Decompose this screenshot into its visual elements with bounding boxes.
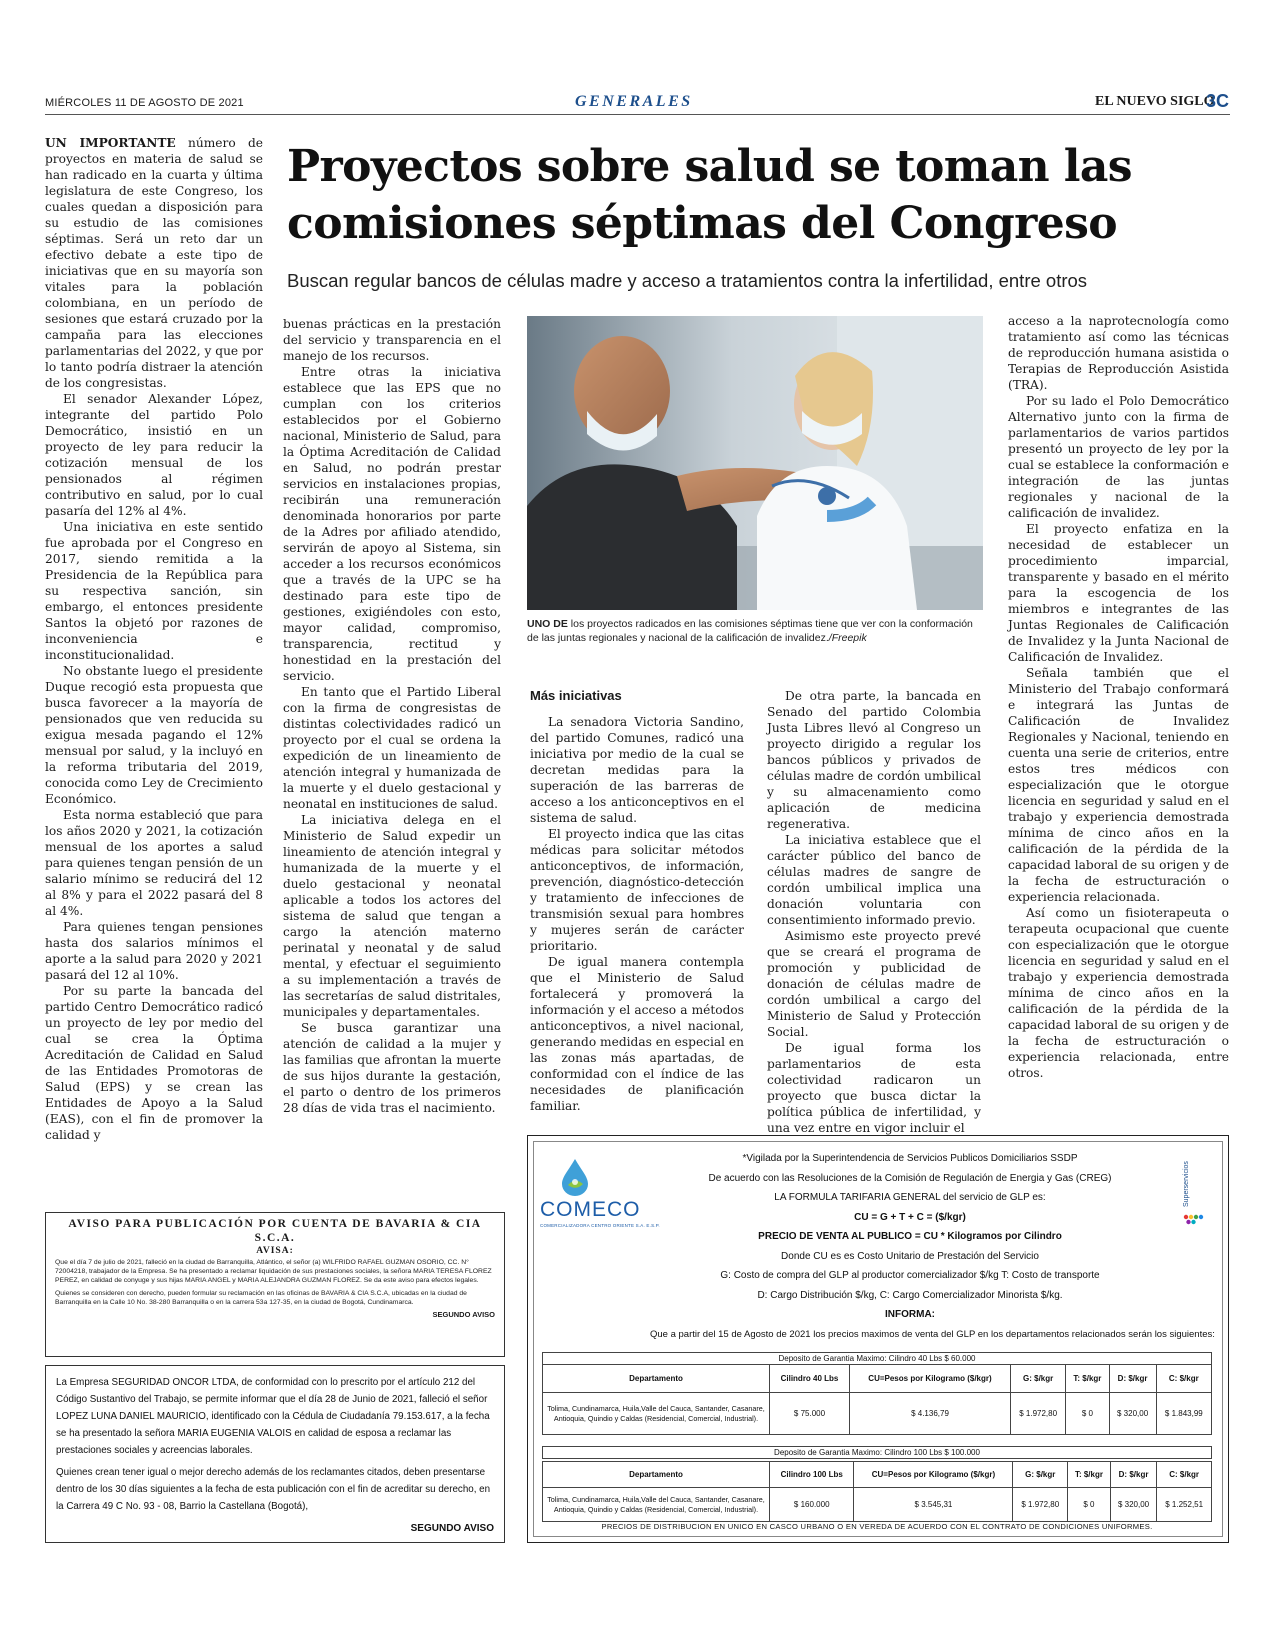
comeco-line: LA FORMULA TARIFARIA GENERAL del servicio de GLP es:	[774, 1192, 1046, 1203]
article-paragraph: El proyecto indica que las citas médicas para solicitar métodos anticonceptivos, de información, prevención, diagnóstico-detección y tratamiento de infecciones de transmisión sexual para hombres y mujeres serán de carácter prioritario.	[530, 827, 744, 953]
tariff-table-100lbs-body	[542, 1461, 1212, 1522]
section-subheading: Más iniciativas	[530, 688, 622, 703]
table-cell: $ 0	[1066, 1393, 1109, 1435]
article-paragraph: En tanto que el Partido Liberal con la firma de congresistas de distintas colectividades radicó un proyecto por el cual se ordena la expedición de un lineamiento de atención integral y humanizada de la muerte y el duelo gestacional y neonatal en instituciones de salud.	[283, 685, 501, 811]
article-paragraph: Esta norma estableció que para los años 2020 y 2021, la cotización mensual de los aportes a salud para quienes tengan pensión de un salario mínimo se reducirá del 12 al 8% y para el 2022 pasará del 8 al 4%.	[45, 808, 263, 918]
comeco-line: Donde CU es es Costo Unitario de Prestación del Servicio	[781, 1250, 1039, 1262]
table-header: C: $/kgr	[1157, 1462, 1212, 1488]
table-header: G: $/kgr	[1010, 1365, 1065, 1393]
notice-paragraph: Quienes se consideren con derecho, pueden formular su reclamación en las oficinas de BAVARIA & CIA S.C.A, ubicadas en la ciudad de Barranquilla en la Calle 10 No. 38-280 Barranquilla o en la carrera 53a 127-35, en la ciudad de Bogotá, Cundinamarca.	[55, 1289, 467, 1306]
article-column-2	[283, 316, 501, 1116]
bavaria-notice-title: AVISO PARA PUBLICACIÓN POR CUENTA DE BAVARIA & CIA S.C.A.	[68, 1218, 482, 1244]
paragraph-text: número de proyectos en materia de salud se han radicado en la cuarta y última legislatura de este Congreso, los cuales quedan a disposición para su estudio de las comisiones séptimas. Será un reto dar un efectivo debate a este tipo de iniciativas que en su mayoría son vitales para la población colombiana, en un período de sesiones que estará cruzado por la campaña para las elecciones parlamentarias del 2022, y que por lo tanto podría distraer la atención de los congresistas.	[45, 136, 263, 390]
article-subheadline: Buscan regular bancos de células madre y acceso a tratamientos contra la infertilidad, entre otros	[287, 270, 1088, 291]
comeco-line: *Vigilada por la Superintendencia de Servicios Publicos Domiciliarios SSDP	[742, 1153, 1078, 1164]
comeco-logo-tagline: COMERCIALIZADORA CENTRO ORIENTE S.A. E.S.P.	[540, 1223, 660, 1228]
table-cell: $ 320,00	[1110, 1488, 1157, 1522]
table-cell: $ 4.136,79	[850, 1393, 1011, 1435]
comeco-footer: PRECIOS DE DISTRIBUCION EN UNICO EN CASCO URBANO O EN VEREDA DE ACUERDO CON EL CONTRATO DE CONDICIONES UNIFORMES.	[601, 1522, 1153, 1531]
article-paragraph: Para quienes tengan pensiones hasta dos salarios mínimos el aporte a la salud para 2020 y 2021 pasará del 12 al 10%.	[45, 920, 263, 982]
table-header: CU=Pesos por Kilogramo ($/kgr)	[850, 1365, 1011, 1393]
article-paragraph: Asimismo este proyecto prevé que se creará el programa de promoción y publicidad de donación de células madre de cordón umbilical a cargo del Ministerio de Salud y Protección Social.	[767, 929, 981, 1039]
comeco-line: Que a partir del 15 de Agosto de 2021 los precios maximos de venta del GLP en los departamentos relacionados serán los siguientes:	[650, 1328, 1215, 1340]
table-cell: Tolima, Cundinamarca, Huila,Valle del Cauca, Santander, Casanare, Antioquia, Quindio y Caldas (Residencial, Comercial, Industrial).	[543, 1488, 770, 1522]
comeco-formula: CU = G + T + C = ($/kgr)	[854, 1211, 966, 1223]
caption-credit: /Freepik	[828, 632, 867, 644]
table-cell: $ 1.972,80	[1010, 1393, 1065, 1435]
article-paragraph: De igual forma los parlamentarios de esta colectividad radicaron un proyecto que busca dictar la política pública de infertilidad, y una vez entre en vigor incluir el	[767, 1041, 981, 1135]
table-cell: Tolima, Cundinamarca, Huila,Valle del Cauca, Santander, Casanare, Antioquia, Quindio y Caldas (Residencial, Comercial, Industrial).	[543, 1393, 770, 1435]
article-paragraph: Una iniciativa en este sentido fue aprobada por el Congreso en 2017, siendo remitida a la Presidencia de la República para su respectiva sanción, sin embargo, el entonces presidente Santos la objetó por razones de inconveniencia e inconstitucionalidad.	[45, 520, 263, 662]
superservicios-label: Superservicios	[1183, 1161, 1190, 1207]
table-header: CU=Pesos por Kilogramo ($/kgr)	[854, 1462, 1013, 1488]
doctor-patient-illustration	[527, 316, 983, 610]
table-header: T: $/kgr	[1066, 1365, 1109, 1393]
tariff-table-100lbs	[542, 1446, 1212, 1459]
caption-lead: UNO DE	[527, 618, 568, 630]
article-paragraph: La iniciativa delega en el Ministerio de Salud expedir un lineamiento de atención integral y humanizada de la muerte y el duelo gestacional y neonatal aplicable a todos los actores del sistema de salud que tengan a cargo la atención materno perinatal y neonatal y de salud mental, y efectuar el seguimiento a su implementación a través de las secretarías de salud distritales, municipales y departamentales.	[283, 813, 501, 1019]
table-header: Cilindro 100 Lbs	[770, 1462, 854, 1488]
notice-paragraph: Quienes crean tener igual o mejor derecho además de los reclamantes citados, deben presentarse dentro de los 30 días siguientes a la fecha de esta publicación con el fin de acreditar su derecho, en la Carrera 49 C No. 93 - 08, Barrio la Castellana (Bogotá),	[56, 1467, 491, 1512]
table-header: Cilindro 40 Lbs	[770, 1365, 850, 1393]
photo-caption	[527, 617, 983, 645]
lead-caps: UN IMPORTANTE	[45, 136, 176, 150]
comeco-line: G: Costo de compra del GLP al productor comercializador $/kg T: Costo de transporte	[720, 1270, 1100, 1281]
article-paragraph: Se busca garantizar una atención de calidad a la mujer y las familias que afrontan la muerte de sus hijos durante la gestación, el parto o dentro de los primeros 28 días de vida tras el nacimiento.	[283, 1021, 501, 1115]
bavaria-notice-body	[55, 1258, 495, 1307]
table-cell: $ 1.843,99	[1156, 1393, 1211, 1435]
table-cell: $ 75.000	[770, 1393, 850, 1435]
article-photo	[527, 316, 983, 610]
bavaria-notice-subtitle: AVISA:	[256, 1246, 294, 1256]
article-paragraph: Señala también que el Ministerio del Trabajo conformará e integrará las Juntas de Calificación de Invalidez Regionales y Nacional, teniendo en cuenta una serie de criterios, entre estos tres médicos con especialización que le otorgue licencia en seguridad y salud en el trabajo y experiencia demostrada mínima de cinco años en la calificación de la pérdida de la capacidad laboral de su origen y de la fecha de estructuración o experiencia relacionada.	[1008, 666, 1229, 904]
comeco-line: D: Cargo Distribución $/kg, C: Cargo Comercializador Minorista $/kg.	[757, 1289, 1063, 1301]
table-header: Departamento	[543, 1365, 770, 1393]
table-header: T: $/kgr	[1068, 1462, 1111, 1488]
table-cell: $ 320,00	[1109, 1393, 1156, 1435]
comeco-logo: COMECO	[540, 1198, 641, 1221]
header-divider	[45, 114, 1230, 115]
article-column-1	[45, 135, 263, 1143]
bavaria-notice-sign: SEGUNDO AVISO	[432, 1310, 495, 1320]
superservicios-logo	[1180, 1151, 1212, 1226]
comeco-drop-icon	[558, 1157, 592, 1197]
tariff-table-40lbs	[542, 1352, 1212, 1435]
bavaria-notice	[45, 1212, 505, 1357]
comeco-line: PRECIO DE VENTA AL PUBLICO = CU * Kilogramos por Cilindro	[758, 1231, 1062, 1242]
superservicios-icon	[1180, 1151, 1212, 1226]
article-paragraph: acceso a la naprotecnología como tratamiento así como las técnicas de reproducción humana asistida o Terapias de Reproducción Asistida (TRA).	[1008, 314, 1229, 392]
table-cell: $ 0	[1068, 1488, 1111, 1522]
article-paragraph: buenas prácticas en la prestación del servicio y transparencia en el manejo de los recursos.	[283, 317, 501, 363]
table-cell: $ 3.545,31	[854, 1488, 1013, 1522]
table-header: G: $/kgr	[1013, 1462, 1068, 1488]
table-cell: $ 1.972,80	[1013, 1488, 1068, 1522]
comeco-line: De acuerdo con las Resoluciones de la Comisión de Regulación de Energia y Gas (CREG)	[708, 1172, 1112, 1184]
table-cell: $ 1.252,51	[1157, 1488, 1212, 1522]
table-header: Departamento	[543, 1462, 770, 1488]
article-headline: Proyectos sobre salud se toman las comisiones séptimas del Congreso	[287, 141, 1132, 249]
table-cell: $ 160.000	[770, 1488, 854, 1522]
article-paragraph: Entre otras la iniciativa establece que las EPS que no cumplan con los criterios establecidos por el Gobierno nacional, Ministerio de Salud, para la Óptima Acreditación de Calidad en Salud, no podrán prestar servicios en instalaciones propias, recibirán una remuneración denominada honorarios por parte de la Adres por afiliado atendido, servirán de apoyo al Sistema, sin acceder a los recursos económicos que a través de la UPC se ha destinado para este tipo de gestiones, exigiéndoles con esto, mayor calidad, compromiso, transparencia, rectitud y honestidad en la prestación del servicio.	[283, 365, 501, 683]
article-paragraph: No obstante luego el presidente Duque recogió esta propuesta que busca favorecer a la mayoría de pensionados que ven reducida su exigua mesada pagando el 12% mensual por salud, y la incluyó en la reforma tributaria del 2019, conocida como Ley de Crecimiento Económico.	[45, 664, 263, 806]
oncor-notice-sign: SEGUNDO AVISO	[410, 1523, 494, 1534]
publication-date: MIÉRCOLES 11 DE AGOSTO DE 2021	[45, 97, 244, 109]
article-column-3	[530, 688, 744, 1114]
article-paragraph: Por su lado el Polo Democrático Alternativo junto con la firma de parlamentarios de varios partidos presentó un proyecto de ley por la cual se establece la conformación e integración de las juntas regionales y nacional de la calificación de invalidez.	[1008, 394, 1229, 520]
article-paragraph: De otra parte, la bancada en Senado del partido Colombia Justa Libres llevó al Congreso un proyecto dirigido a regular los bancos públicos y privados de células madre de cordón umbilical y su almacenamiento como aplicación de medicina regenerativa.	[767, 689, 981, 831]
article-paragraph: Por su parte la bancada del partido Centro Democrático radicó un proyecto de ley por medio del cual se crea la Óptima Acreditación de Calidad en Salud de las Entidades Promotoras de Salud (EPS) y se crean las Entidades de Apoyo a la Salud (EAS), con el fin de promover la calidad y	[45, 984, 263, 1142]
deposit-note: Deposito de Garantia Maximo: Cilindro 100 Lbs $ 100.000	[543, 1447, 1212, 1459]
article-column-5	[1008, 313, 1229, 1081]
caption-text: los proyectos radicados en las comisiones séptimas tiene que ver con la conformación de las juntas regionales y nacional de la calificación de invalidez.	[527, 618, 973, 644]
article-paragraph: La iniciativa establece que el carácter público del banco de células madres de sangre de cordón umbilical implica una donación voluntaria con consentimiento informado previo.	[767, 833, 981, 927]
article-paragraph: El proyecto enfatiza en la necesidad de establecer un procedimiento imparcial, transparente y basado en el mérito para la escogencia de los miembros e integrantes de las Juntas Regionales de Calificación de Invalidez y la Junta Nacional de Calificación de Invalidez.	[1008, 522, 1229, 664]
table-header: D: $/kgr	[1109, 1365, 1156, 1393]
table-header: D: $/kgr	[1110, 1462, 1157, 1488]
notice-paragraph: La Empresa SEGURIDAD ONCOR LTDA, de conformidad con lo prescrito por el artículo 212 del Código Sustantivo del Trabajo, se permite informar que el día 28 de Junio de 2021, falleció el señor LOPEZ LUNA DANIEL MAURICIO, identificado con la Cédula de Ciudadanía 79.153.617, a la fecha se ha presentado la señora MARIA EUGENIA VALOIS en calidad de esposa a reclamar las prestaciones sociales y acreencias laborales.	[56, 1377, 490, 1456]
article-paragraph: De igual manera contempla que el Ministerio de Salud fortalecerá y promoverá la información y el acceso a métodos anticonceptivos, a nivel nacional, generando medidas en especial en las zonas más apartadas, de conformidad con el índice de las necesidades de planificación familiar.	[530, 955, 744, 1113]
deposit-note: Deposito de Garantia Maximo: Cilindro 40 Lbs $ 60.000	[543, 1353, 1212, 1365]
newspaper-name: EL NUEVO SIGLO	[1095, 94, 1215, 109]
article-paragraph: Así como un fisioterapeuta o terapeuta ocupacional que cuente con especialización que le otorgue licencia en seguridad y salud en el trabajo y experiencia demostrada mínima de cinco años en la calificación de la pérdida de la capacidad laboral de su origen y de la fecha de estructuración o experiencia relacionada, entre otros.	[1008, 906, 1229, 1080]
page-number: 3C	[1206, 91, 1230, 111]
article-paragraph: La senadora Victoria Sandino, del partido Comunes, radicó una iniciativa por medio de la cual se decretan medidas para la superación de las barreras de acceso a los anticonceptivos en el sistema de salud.	[530, 715, 744, 825]
oncor-notice	[45, 1365, 505, 1543]
article-paragraph: El senador Alexander López, integrante del partido Polo Democrático, insistió en un proyecto de ley para reducir la cotización mensual de los pensionados al régimen contributivo en salud, por lo cual pasaría del 12% al 4%.	[45, 392, 263, 518]
article-column-4	[767, 688, 981, 1136]
article-paragraph	[45, 135, 263, 391]
table-header: C: $/kgr	[1156, 1365, 1211, 1393]
comeco-informa: INFORMA:	[885, 1309, 935, 1320]
notice-paragraph: Que el día 7 de julio de 2021, falleció en la ciudad de Barranquilla, Atlántico, el señor (a) WILFRIDO RAFAEL GUZMAN OSORIO, CC. N° 72004218, trabajador de la Empresa. Se ha presentado a reclamar liquidación de sus prestaciones sociales, la señora MARIA TERESA FLOREZ PEREZ, en calidad de conyuge y sus hijas MARIA ANGEL y MARIA ALEJANDRA GUZMAN FLOREZ. Se da este aviso para efectos legales.	[55, 1259, 492, 1285]
section-name: GENERALES	[575, 93, 693, 110]
